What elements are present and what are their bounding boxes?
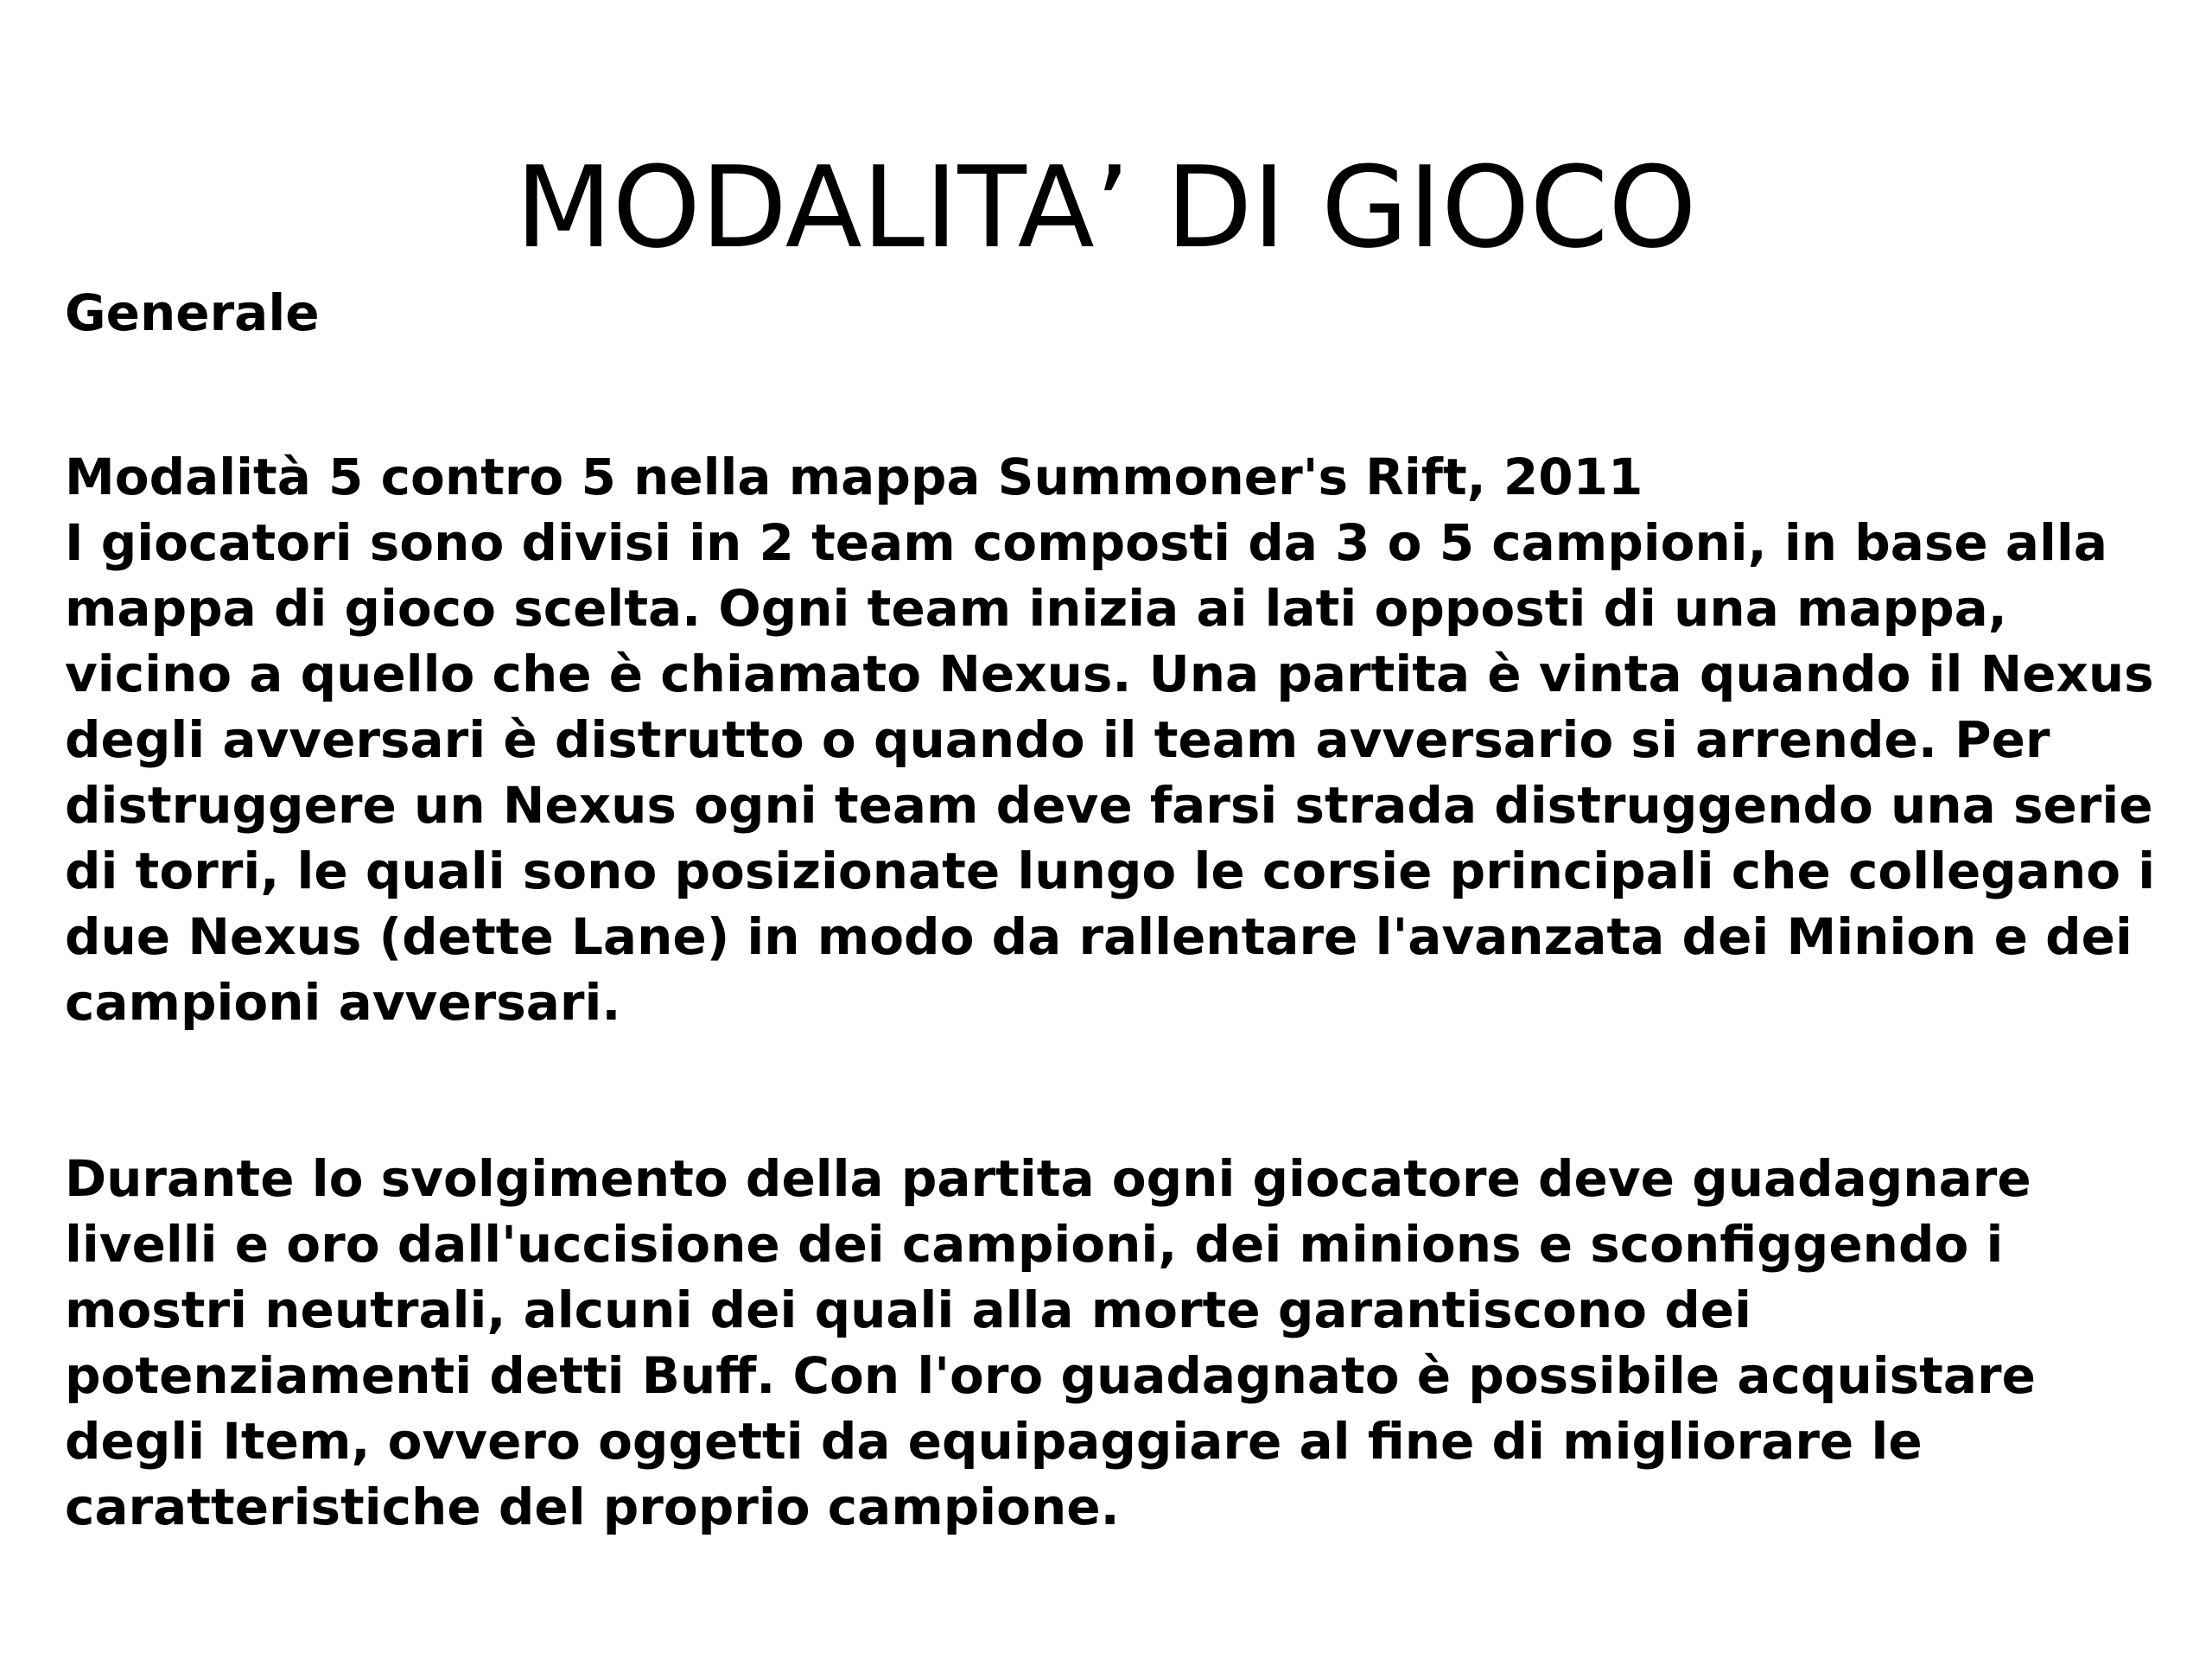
- mode-subtitle: Modalità 5 contro 5 nella mappa Summoner's Rift, 2011: [65, 448, 1643, 506]
- section-heading: Generale: [65, 283, 320, 342]
- paragraph-gameplay: I giocatori sono divisi in 2 team composti da 3 o 5 campioni, in base alla mappa di gioco scelta. Ogni team inizia ai lati opposti di una mappa, vicino a quello che è chiamato Nexus. Una partita è vinta quando il Nexus degli avversari è distrutto o quando il team avversario si arrende. Per distruggere un Nexus ogni team deve farsi strada distruggendo una serie di torri, le quali sono posizionate lungo le corsie principali che collegano i due Nexus (dette Lane) in modo da rallentare l'avanzata dei Minion e dei campioni avversari.: [65, 513, 2156, 1032]
- paragraph-progression: Durante lo svolgimento della partita ogni giocatore deve guadagnare livelli e oro dall'uccisione dei campioni, dei minions e sconfiggendo i mostri neutrali, alcuni dei quali alla morte garantiscono dei potenziamenti detti Buff. Con l'oro guadagnato è possibile acquistare degli Item, ovvero oggetti da equipaggiare al fine di migliorare le caratteristiche del proprio campione.: [65, 1149, 2036, 1536]
- slide-title: MODALITA’ DI GIOCO: [515, 142, 1697, 273]
- slide-body: [65, 280, 2173, 1540]
